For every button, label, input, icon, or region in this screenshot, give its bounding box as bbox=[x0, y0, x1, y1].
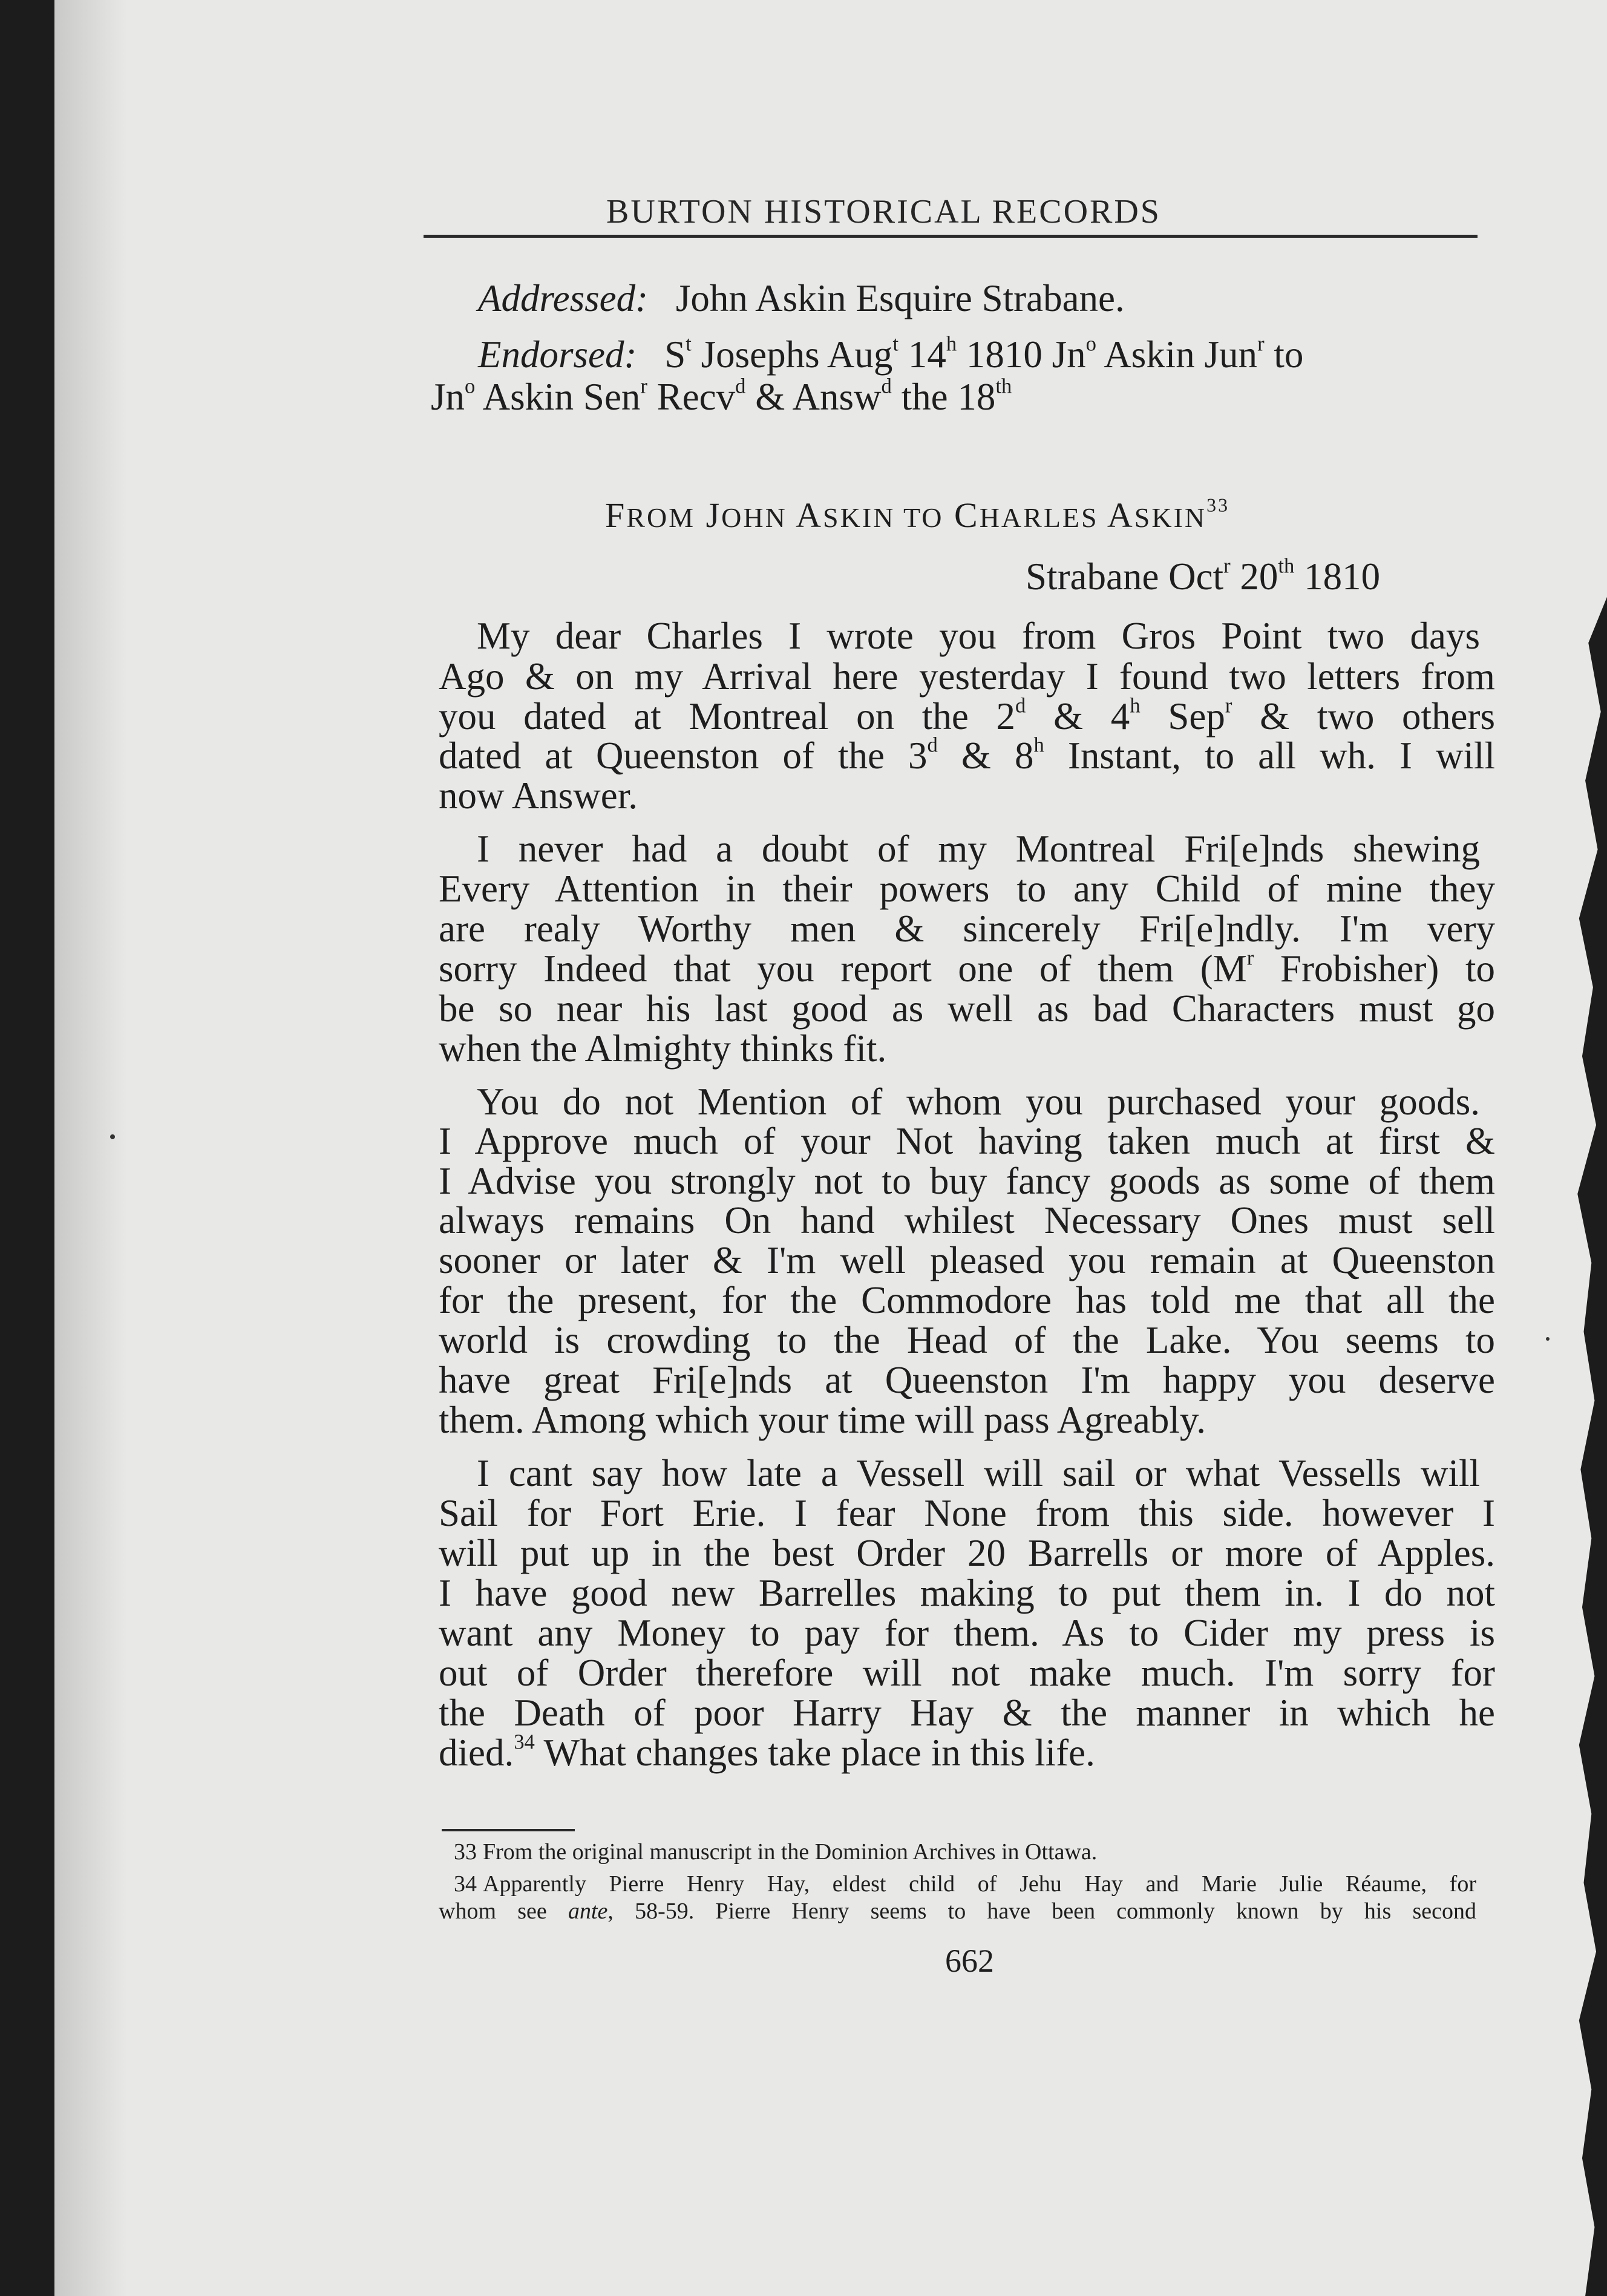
footnote-number: 34 bbox=[454, 1871, 477, 1897]
para2-line-4 bbox=[439, 946, 1496, 990]
address-line bbox=[478, 277, 1125, 319]
superscript: d bbox=[927, 733, 938, 757]
endorsement-text: S bbox=[664, 333, 686, 376]
para-text: & two others bbox=[1232, 695, 1496, 738]
para3-line-5: sooner or later & I'm well pleased you remain at Queenston bbox=[439, 1239, 1495, 1281]
address-label: Addressed: bbox=[478, 277, 649, 319]
para4-line-5: want any Money to pay for them. As to Cider my press is bbox=[439, 1612, 1495, 1654]
superscript: th bbox=[995, 374, 1012, 398]
para3-line-2: I Approve much of your Not having taken much at first & bbox=[439, 1120, 1495, 1162]
para-text: What changes take place in this life. bbox=[534, 1732, 1095, 1774]
endorsement-text: Askin Jun bbox=[1096, 333, 1258, 376]
running-head: BURTON HISTORICAL RECORDS bbox=[606, 193, 1161, 231]
para2-line-3: are realy Worthy men & sincerely Fri[e]ndly. I'm very bbox=[439, 908, 1495, 950]
address-text: John Askin Esquire Strabane. bbox=[675, 277, 1125, 319]
para-text: Frobisher) to bbox=[1254, 947, 1496, 990]
footnote-text: , 58-59. Pierre Henry seems to have been commonly known by his second bbox=[607, 1899, 1476, 1924]
title-text: SKIN bbox=[823, 502, 895, 533]
superscript: o bbox=[465, 374, 476, 398]
letter-title bbox=[605, 495, 1229, 535]
footnote-ref-33: 33 bbox=[1206, 494, 1230, 516]
para3-line-3: I Advise you strongly not to buy fancy goods as some of them bbox=[439, 1160, 1495, 1202]
para1-line-1: My dear Charles I wrote you from Gros Point two days bbox=[477, 615, 1480, 657]
title-text: TO bbox=[895, 502, 944, 533]
footnote-34-line-1 bbox=[454, 1872, 1476, 1895]
endorsement-text: & Answ bbox=[745, 376, 882, 418]
footnote-rule bbox=[442, 1829, 575, 1831]
title-text: C bbox=[943, 496, 980, 535]
para-text: sorry Indeed that you report one of them (M bbox=[439, 947, 1247, 990]
title-text: A bbox=[1098, 496, 1134, 535]
para-text: & 4 bbox=[1026, 695, 1130, 738]
header-rule bbox=[424, 235, 1478, 238]
title-text: HARLES bbox=[979, 502, 1099, 533]
superscript: d bbox=[1015, 694, 1026, 718]
para4-line-4: I have good new Barrelles making to put them in. I do not bbox=[439, 1572, 1495, 1614]
para-text: dated at Queenston of the 3 bbox=[439, 734, 928, 777]
endorsement-text: Recv bbox=[647, 376, 736, 418]
para4-line-3: will put up in the best Order 20 Barrells or more of Apples. bbox=[439, 1532, 1495, 1574]
endorsement-text: 1810 Jn bbox=[957, 333, 1086, 376]
title-text: ROM bbox=[626, 502, 696, 533]
superscript: d bbox=[735, 374, 746, 398]
para3-line-6: for the present, for the Commodore has told me that all the bbox=[439, 1279, 1495, 1321]
para4-line-2: Sail for Fort Erie. I fear None from this side. however I bbox=[439, 1492, 1495, 1534]
para-text: & 8 bbox=[937, 734, 1034, 777]
endorsement-text: Josephs Aug bbox=[691, 333, 893, 376]
superscript: r bbox=[1225, 694, 1232, 718]
para1-line-4 bbox=[439, 733, 1496, 777]
footnote-ref-34: 34 bbox=[514, 1730, 535, 1754]
footnote-33 bbox=[454, 1840, 1097, 1863]
footnote-number: 33 bbox=[454, 1839, 477, 1865]
title-text: F bbox=[605, 496, 627, 535]
superscript: h bbox=[946, 332, 957, 356]
page-number: 662 bbox=[945, 1943, 994, 1979]
title-text: SKIN bbox=[1134, 502, 1207, 533]
paper-speck bbox=[110, 1134, 115, 1139]
endorsement-text: the 18 bbox=[891, 376, 996, 418]
endorsement-text: 14 bbox=[898, 333, 946, 376]
para2-line-6: when the Almighty thinks fit. bbox=[439, 1027, 887, 1070]
para2-line-1: I never had a doubt of my Montreal Fri[e]nds shewing bbox=[477, 828, 1480, 870]
superscript: th bbox=[1278, 554, 1295, 578]
dateline-text: 20 bbox=[1230, 555, 1278, 598]
dateline bbox=[1026, 554, 1381, 598]
endorsement-text: Jn bbox=[431, 376, 465, 418]
endorsement-line-2 bbox=[431, 374, 1012, 418]
para3-line-4: always remains On hand whilest Necessary Ones must sell bbox=[439, 1199, 1495, 1241]
footnote-34-line-2 bbox=[439, 1900, 1476, 1923]
para3-line-9: them. Among which your time will pass Agreably. bbox=[439, 1399, 1206, 1441]
superscript: r bbox=[1246, 946, 1254, 970]
title-text: OHN bbox=[721, 502, 787, 533]
superscript: h bbox=[1130, 694, 1141, 718]
footnote-text: whom see bbox=[439, 1899, 568, 1924]
para2-line-5: be so near his last good as well as bad Characters must go bbox=[439, 987, 1495, 1030]
endorsement-text: to bbox=[1264, 333, 1304, 376]
superscript: d bbox=[881, 374, 892, 398]
para3-line-8: have great Fri[e]nds at Queenston I'm happy you deserve bbox=[439, 1359, 1495, 1401]
para4-line-1: I cant say how late a Vessell will sail or what Vessells will bbox=[477, 1452, 1480, 1494]
superscript: r bbox=[640, 374, 647, 398]
para3-line-7: world is crowding to the Head of the Lake. You seems to bbox=[439, 1319, 1495, 1361]
para3-line-1: You do not Mention of whom you purchased your goods. bbox=[477, 1081, 1480, 1123]
superscript: t bbox=[892, 332, 899, 356]
footnote-text: Apparently Pierre Henry Hay, eldest child of Jehu Hay and Marie Julie Réaume, for bbox=[483, 1871, 1476, 1897]
title-text: J bbox=[695, 496, 722, 535]
para4-line-8 bbox=[439, 1730, 1095, 1774]
dateline-text: 1810 bbox=[1294, 555, 1381, 598]
para4-line-7: the Death of poor Harry Hay & the manner in which he bbox=[439, 1692, 1495, 1734]
para1-line-2: Ago & on my Arrival here yesterday I found two letters from bbox=[439, 655, 1495, 698]
footnote-text: From the original manuscript in the Dominion Archives in Ottawa. bbox=[483, 1839, 1098, 1865]
para1-line-3 bbox=[439, 694, 1496, 738]
superscript: r bbox=[1223, 554, 1231, 578]
superscript: h bbox=[1033, 733, 1044, 757]
para-text: Instant, to all wh. I will bbox=[1044, 734, 1496, 777]
title-text: A bbox=[787, 496, 823, 535]
dateline-text: Strabane Oct bbox=[1026, 555, 1224, 598]
superscript: t bbox=[686, 332, 692, 356]
para-text: Sep bbox=[1140, 695, 1225, 738]
para2-line-2: Every Attention in their powers to any Child of mine they bbox=[439, 868, 1495, 910]
paper-speck bbox=[1546, 1337, 1550, 1341]
para4-line-6: out of Order therefore will not make much. I'm sorry for bbox=[439, 1652, 1495, 1694]
endorsement-text: Askin Sen bbox=[475, 376, 641, 418]
endorsement-line-1 bbox=[478, 332, 1304, 376]
gutter-shadow bbox=[54, 0, 127, 2296]
endorsement-label: Endorsed: bbox=[478, 333, 637, 376]
superscript: o bbox=[1085, 332, 1096, 356]
para1-line-5: now Answer. bbox=[439, 774, 638, 817]
superscript: r bbox=[1257, 332, 1265, 356]
para-text: died. bbox=[439, 1732, 514, 1774]
footnote-italic: ante bbox=[568, 1899, 608, 1924]
para-text: you dated at Montreal on the 2 bbox=[439, 695, 1016, 738]
